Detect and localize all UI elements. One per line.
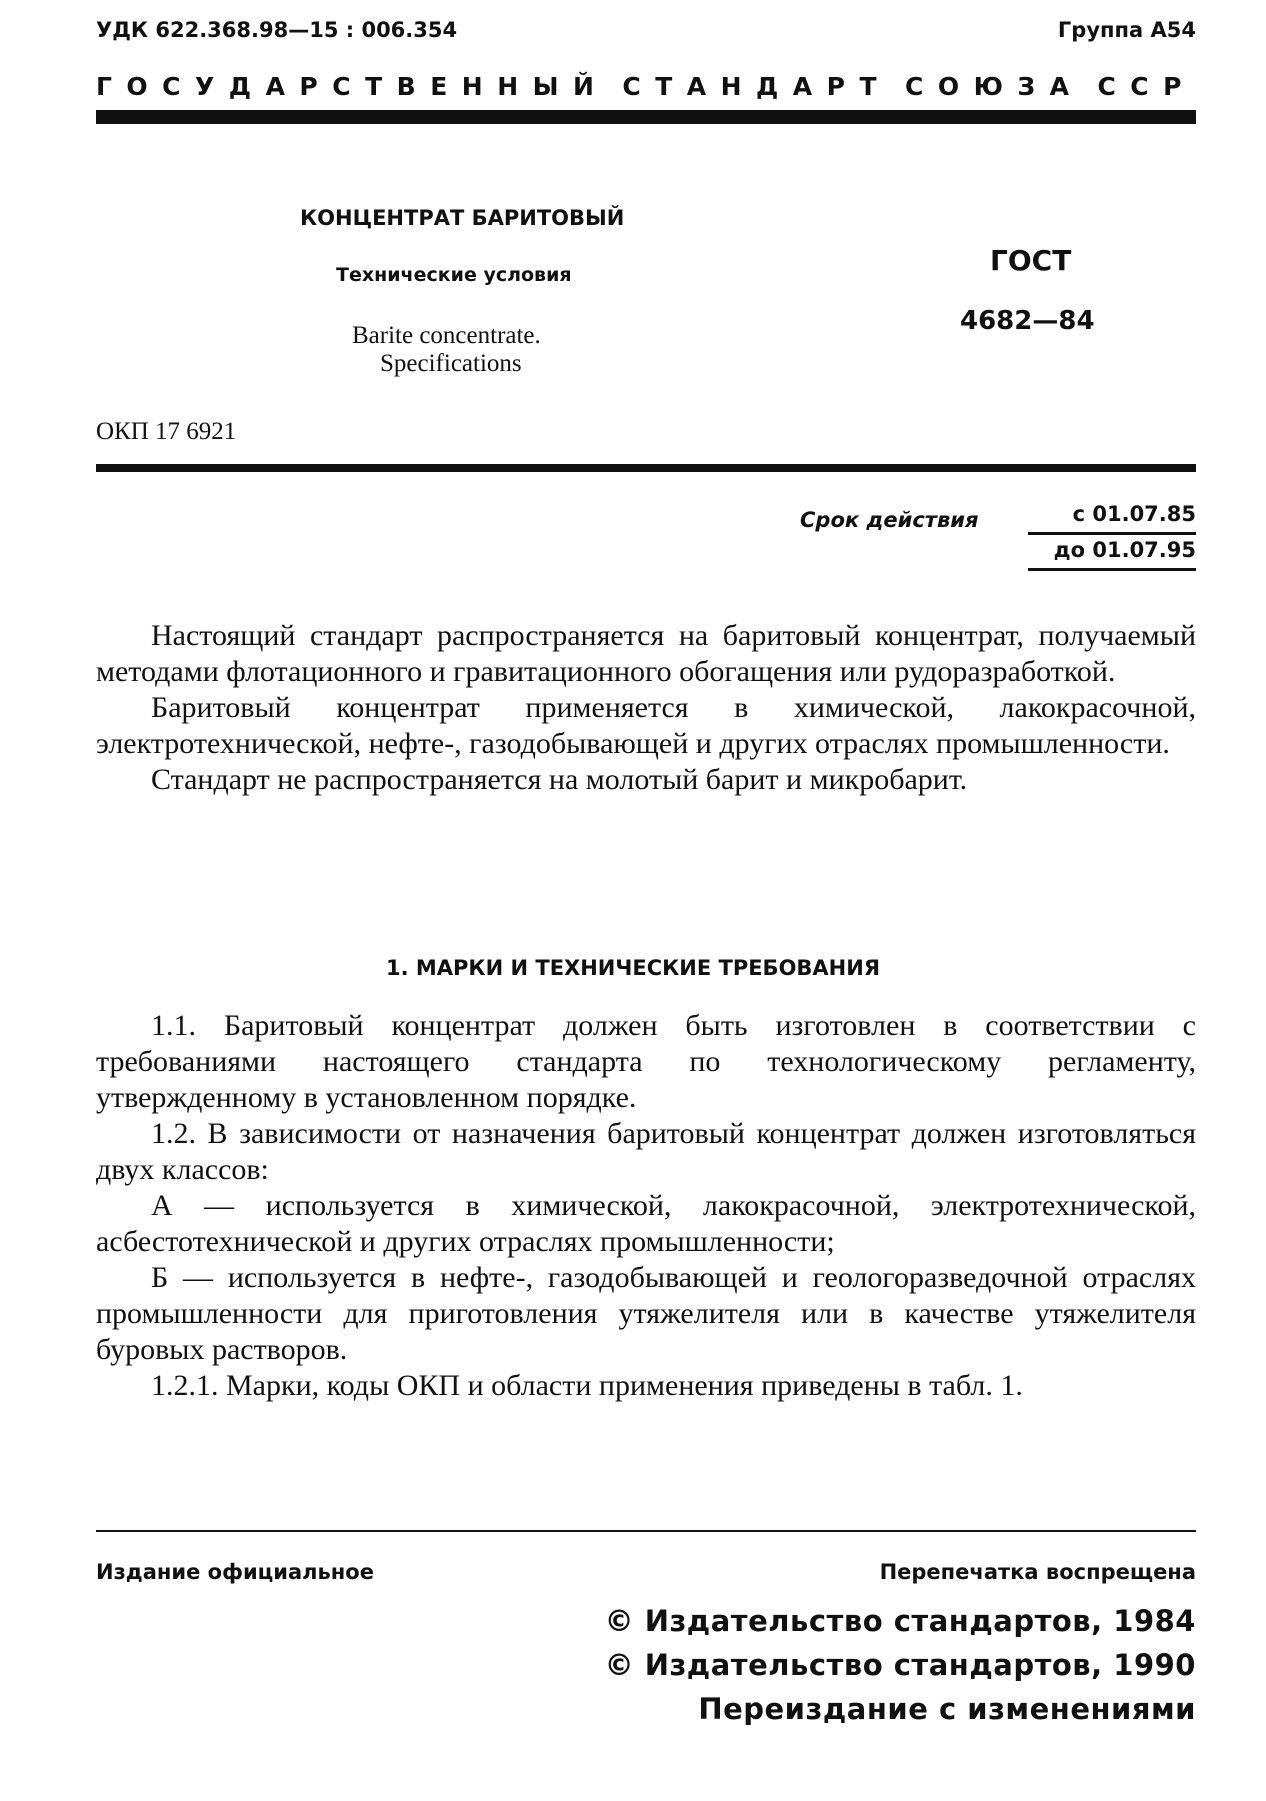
validity-from: с 01.07.85: [1028, 502, 1196, 535]
section-paragraph: 1.2. В зависимости от назначения баритовый концентрат должен изготовляться двух классов:: [96, 1117, 1196, 1186]
section1-text: [96, 1008, 1196, 1404]
english-title-line2: Specifications: [380, 350, 522, 377]
section-heading: 1. МАРКИ И ТЕХНИЧЕСКИЕ ТРЕБОВАНИЯ: [385, 956, 880, 980]
edition-note: Издание официальное: [96, 1560, 374, 1584]
banner-word-4: ССР: [1097, 72, 1196, 101]
banner-word-2: СТАНДАРТ: [622, 72, 892, 101]
english-title-line1: Barite concentrate.: [352, 322, 541, 349]
document-title: КОНЦЕНТРАТ БАРИТОВЫЙ: [300, 206, 625, 230]
section-paragraph: 1.1. Баритовый концентрат должен быть изготовлен в соответствии с требованиями настоящего стандарта по технологическому регламенту, утвержденному в установленном порядке.: [96, 1009, 1196, 1114]
banner-word-3: СОЮЗА: [904, 72, 1084, 101]
validity-to: до 01.07.95: [1028, 538, 1196, 571]
okp-code: ОКП 17 6921: [96, 418, 237, 445]
section-paragraph: А — используется в химической, лакокрасочной, электротехнической, асбестотехнической и других отраслях промышленности;: [96, 1189, 1196, 1258]
reissue-note: Переиздание с изменениями: [698, 1692, 1196, 1726]
udk-code: УДК 622.368.98—15 : 006.354: [96, 18, 458, 42]
intro-paragraph: Баритовый концентрат применяется в химической, лакокрасочной, электротехнической, нефте-, газодобывающей и других отраслях промышленности.: [96, 691, 1196, 760]
intro-text: [96, 618, 1196, 798]
section-paragraph: 1.2.1. Марки, коды ОКП и области применения приведены в табл. 1.: [151, 1369, 1023, 1402]
top-divider: [96, 110, 1196, 124]
gost-number: 4682—84: [960, 306, 1095, 336]
intro-paragraph: Стандарт не распространяется на молотый барит и микробарит.: [151, 763, 968, 796]
document-subtitle: Технические условия: [336, 264, 572, 286]
intro-paragraph: Настоящий стандарт распространяется на баритовый концентрат, получаемый методами флотационного и гравитационного обогащения или рудоразработкой.: [96, 619, 1196, 688]
section-paragraph: Б — используется в нефте-, газодобывающей и геологоразведочной отраслях промышленности для приготовления утяжелителя или в качестве утяжелителя буровых растворов.: [96, 1261, 1196, 1366]
reprint-note: Перепечатка воспрещена: [879, 1560, 1196, 1584]
validity-label: Срок действия: [800, 508, 979, 532]
group-code: Группа А54: [1057, 18, 1196, 42]
copyright-1990: © Издательство стандартов, 1990: [604, 1648, 1196, 1682]
state-standard-banner: [96, 72, 1196, 101]
footer-divider: [96, 1530, 1196, 1532]
gost-label: ГОСТ: [990, 244, 1072, 277]
banner-word-1: ГОСУДАРСТВЕННЫЙ: [96, 72, 609, 101]
copyright-1984: © Издательство стандартов, 1984: [604, 1604, 1196, 1638]
middle-divider: [96, 464, 1196, 472]
